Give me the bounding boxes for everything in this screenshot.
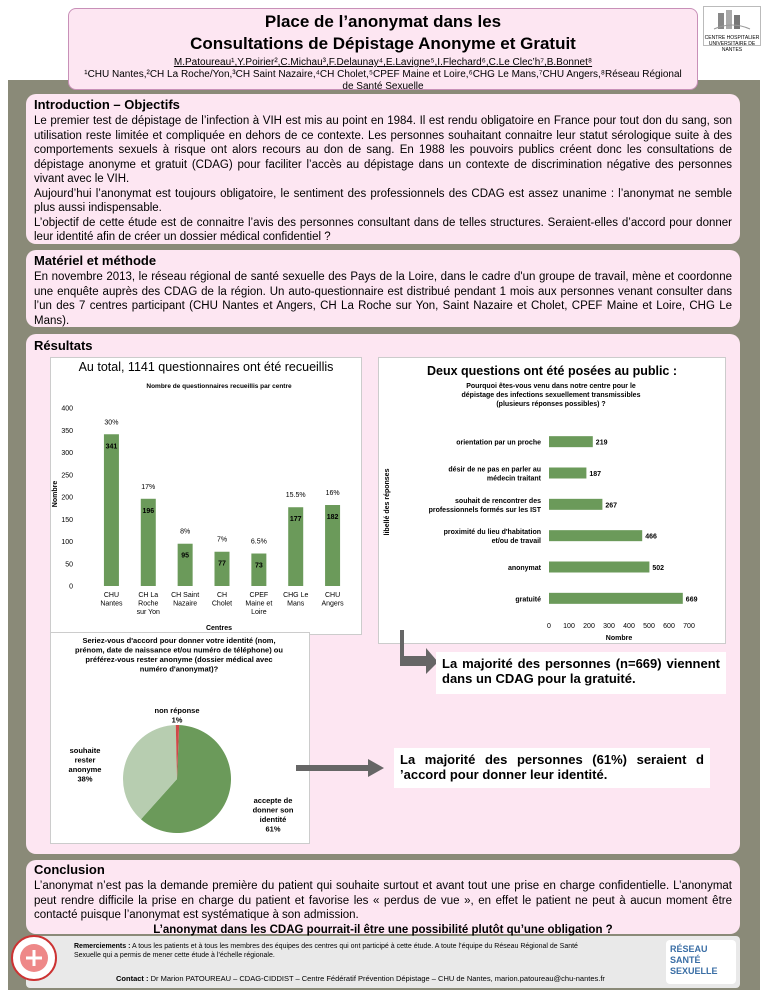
- finding1: La majorité des personnes (n=669) viennent dans un CDAG pour la gratuité.: [436, 652, 726, 694]
- footer: [26, 936, 740, 988]
- y-tick-label: 300: [61, 450, 73, 457]
- conclusion-section: [26, 860, 740, 934]
- y-tick-label: 150: [61, 516, 73, 524]
- x-axis-label: Centres: [205, 625, 233, 632]
- x-tick-label: 400: [623, 623, 635, 630]
- bar: [215, 552, 230, 586]
- total-text: Au total, 1141 questionnaires ont été recueillis: [78, 360, 334, 374]
- x-tick-label: 600: [663, 623, 675, 630]
- bar-chart-box: [50, 357, 362, 635]
- hbar-value-label: 669: [685, 596, 698, 604]
- y-tick-label: proximité du lieu d'habitation et/ou de travail: [443, 529, 541, 546]
- bar-percent-label: 7%: [216, 536, 228, 544]
- title-box: [68, 8, 698, 90]
- bar-percent-label: 17%: [141, 483, 156, 491]
- x-tick-label: 0: [547, 623, 551, 630]
- bar-chart: [51, 374, 363, 636]
- bar-value-label: 73: [254, 562, 263, 570]
- y-tick-label: souhait de rencontrer des professionnels formés sur les IST: [428, 497, 541, 514]
- methods-section: [26, 250, 740, 327]
- y-tick-label: 400: [61, 405, 73, 413]
- x-tick-label: CHU Angers: [321, 592, 344, 608]
- x-tick-label: 700: [683, 623, 695, 630]
- bar-percent-label: 15.5%: [285, 492, 306, 500]
- hbar: [549, 562, 649, 573]
- bar: [178, 544, 193, 586]
- y-tick-label: 250: [61, 472, 73, 480]
- hbar: [549, 530, 642, 541]
- intro-text2: Aujourd’hui l’anonymat est toujours obligatoire, le sentiment des professionnels des CDAG est assez unanime : l’anonymat ne semble plus aussi indispensable.: [34, 187, 732, 214]
- hbar: [549, 436, 593, 447]
- chu-logo: CENTRE HOSPITALIER UNIVERSITAIRE DE NANTES: [703, 6, 761, 46]
- hbar: [549, 593, 683, 604]
- slice-label-anonyme: souhaite rester anonyme 38%: [68, 746, 102, 784]
- bar-percent-label: 30%: [104, 419, 119, 427]
- hbar-value-label: 219: [595, 439, 608, 447]
- chu-logo-icon: [704, 7, 760, 33]
- x-tick-label: CPEF Maine et Loire: [245, 592, 273, 616]
- bar: [251, 554, 266, 586]
- intro-title: Introduction – Objectifs: [34, 97, 180, 112]
- intro-section: [26, 94, 740, 244]
- bar-value-label: 95: [181, 552, 190, 560]
- intro-text3: L’objectif de cette étude est de connaitre l’avis des personnes consultant dans de telles structures. Seraient-elles d’accord pour donner leur identité afin de créer un dossier médical confidentiel ?: [34, 216, 732, 243]
- methods-title: Matériel et méthode: [34, 253, 157, 268]
- x-tick-label: 500: [643, 623, 655, 630]
- finding2: La majorité des personnes (61%) seraient d ’accord pour donner leur identité.: [394, 748, 710, 788]
- conclusion-text: L’anonymat n’est pas la demande première du patient qui souhaite surtout et avant tout une prise en charge confidentielle. L’anonymat peut rendre difficile la prise en charge du patient et favorise les « perdus de vue », en effet le patient ne peut à aucun moment être contacté puisque l’anonymat est systématique à son admission.: [34, 880, 732, 921]
- contact: Contact : Dr Marion PATOUREAU – CDAG-CIDDIST – Centre Fédératif Prévention Dépistage – CHU de Nantes, marion.patoureau@chu-nantes.fr: [116, 974, 605, 983]
- y-axis-label: libellé des réponses: [384, 468, 391, 536]
- bar-value-label: 177: [289, 516, 302, 524]
- pie-chart: [51, 633, 311, 845]
- right-arrow-icon: [296, 758, 386, 778]
- bar: [104, 434, 119, 586]
- y-tick-label: orientation par un proche: [456, 439, 541, 447]
- bar-value-label: 196: [142, 507, 155, 515]
- y-tick-label: 100: [61, 539, 73, 546]
- bar-percent-label: 16%: [325, 490, 340, 498]
- y-tick-label: désir de ne pas en parler au médecin traitant: [448, 466, 541, 483]
- hbar-chart-box: [378, 357, 726, 644]
- questions-title: Deux questions ont été posées au public :: [426, 364, 678, 378]
- x-tick-label: 200: [583, 623, 595, 630]
- y-tick-label: gratuité: [515, 596, 541, 604]
- x-tick-label: CH La Roche sur Yon: [136, 592, 160, 616]
- hbar-value-label: 187: [589, 471, 602, 478]
- pie-chart-box: [50, 632, 310, 844]
- bar-chart-title: Nombre de questionnaires recueillis par centre: [146, 383, 292, 390]
- authors: M.Patoureau¹,Y.Poirier²,C.Michau³,F.Delaunay⁴,E.Lavigne⁵,I.Flechard⁶,C.Le Clec’h⁷,B.Bonnet⁸: [173, 57, 593, 68]
- x-tick-label: CH Cholet: [211, 592, 233, 608]
- x-tick-label: 100: [563, 623, 575, 630]
- hbar-value-label: 466: [645, 533, 657, 541]
- slice-label-non: non réponse 1%: [154, 706, 200, 725]
- affiliations: ¹CHU Nantes,²CH La Roche/Yon,³CH Saint Nazaire,⁴CH Cholet,⁵CPEF Maine et Loire,⁶CHG Le Mans,⁷CHU Angers,⁸Réseau Régional de Santé Sexuelle: [84, 69, 682, 92]
- y-axis-label: Nombre: [52, 480, 59, 508]
- x-tick-label: CH Saint Nazaire: [171, 592, 200, 608]
- y-tick-label: anonymat: [507, 565, 541, 572]
- hbar-value-label: 267: [605, 502, 618, 510]
- title-line2: Consultations de Dépistage Anonyme et Gratuit: [190, 34, 576, 53]
- x-tick-label: 300: [603, 623, 615, 630]
- hbar-value-label: 502: [652, 565, 665, 572]
- bar-value-label: 77: [218, 560, 226, 568]
- bar-percent-label: 8%: [180, 528, 191, 536]
- conclusion-bold: L’anonymat dans les CDAG pourrait-il être une possibilité plutôt qu’une obligation ?: [153, 923, 613, 936]
- pie-chart-title: Seriez-vous d'accord pour donner votre identité (nom, prénom, date de naissance et/ou numéro de téléphone) ou préférez-vous rester anonyme (dossier médical avec numéro d'anonymat)?: [75, 636, 283, 674]
- intro-text: Le premier test de dépistage de l’infection à VIH est mis au point en 1984. Il est rendu obligatoire en France pour tout don du sang, son utilisation reste limitée et compliquée en dehors de ce contexte. Les personnes souhaitant connaitre leur statut sérologique suite à des comportements sexuels à risque ont alors recours au don de sang. En 1988 les pouvoirs publics créent donc les consultations de dépistage anonyme et gratuit (CDAG) pour faciliter l’accès au dépistage dans un contexte de discrimination négative des personnes vivant avec le VIH.: [34, 115, 732, 185]
- hbar: [549, 468, 586, 479]
- y-tick-label: 200: [61, 494, 73, 502]
- conclusion-title: Conclusion: [34, 862, 105, 877]
- y-tick-label: 0: [69, 583, 73, 591]
- reseau-logo: RÉSEAU SANTÉ SEXUELLE: [666, 940, 736, 984]
- methods-text: En novembre 2013, le réseau régional de santé sexuelle des Pays de la Loire, dans le cadre d'un groupe de travail, mène et coordonne une enquête auprès des CDAG de la région. Un auto-questionnaire est distribué pendant 1 mois aux personnes venant consulter dans l’un des 7 centres participant (CHU Nantes et Angers, CH La Roche sur Yon, Saint Nazaire et Cholet, CPEF Maine et Loire, CHG Le Mans).: [34, 271, 732, 327]
- hbar-chart: [379, 382, 727, 644]
- title-line1: Place de l’anonymat dans les: [264, 12, 502, 31]
- thanks: Remerciements : A tous les patients et à tous les membres des équipes des centres qui ont participé à cette étude. A toute l’équipe du Réseau Régional de Santé Sexuelle qui a permis de mener cette étude à l’échelle régionale.: [74, 943, 578, 959]
- x-tick-label: CHU Nantes: [100, 592, 123, 608]
- x-tick-label: CHG Le Mans: [283, 592, 309, 608]
- x-axis-label: Nombre: [605, 635, 633, 642]
- y-tick-label: 50: [65, 561, 73, 569]
- bar-percent-label: 6.5%: [250, 538, 267, 546]
- bar-value-label: 341: [105, 443, 118, 451]
- bar-value-label: 182: [326, 514, 339, 522]
- seal-logo-icon: [10, 934, 58, 982]
- y-tick-label: 350: [61, 427, 73, 435]
- results-title: Résultats: [34, 338, 93, 353]
- slice-label-identite: accepte de donner son identité 61%: [252, 796, 294, 834]
- hbar: [549, 499, 602, 510]
- hbar-chart-title: Pourquoi êtes-vous venu dans notre centre pour le dépistage des infections sexuellement transmissibles (plusieurs réponses possibles) ?: [461, 383, 641, 408]
